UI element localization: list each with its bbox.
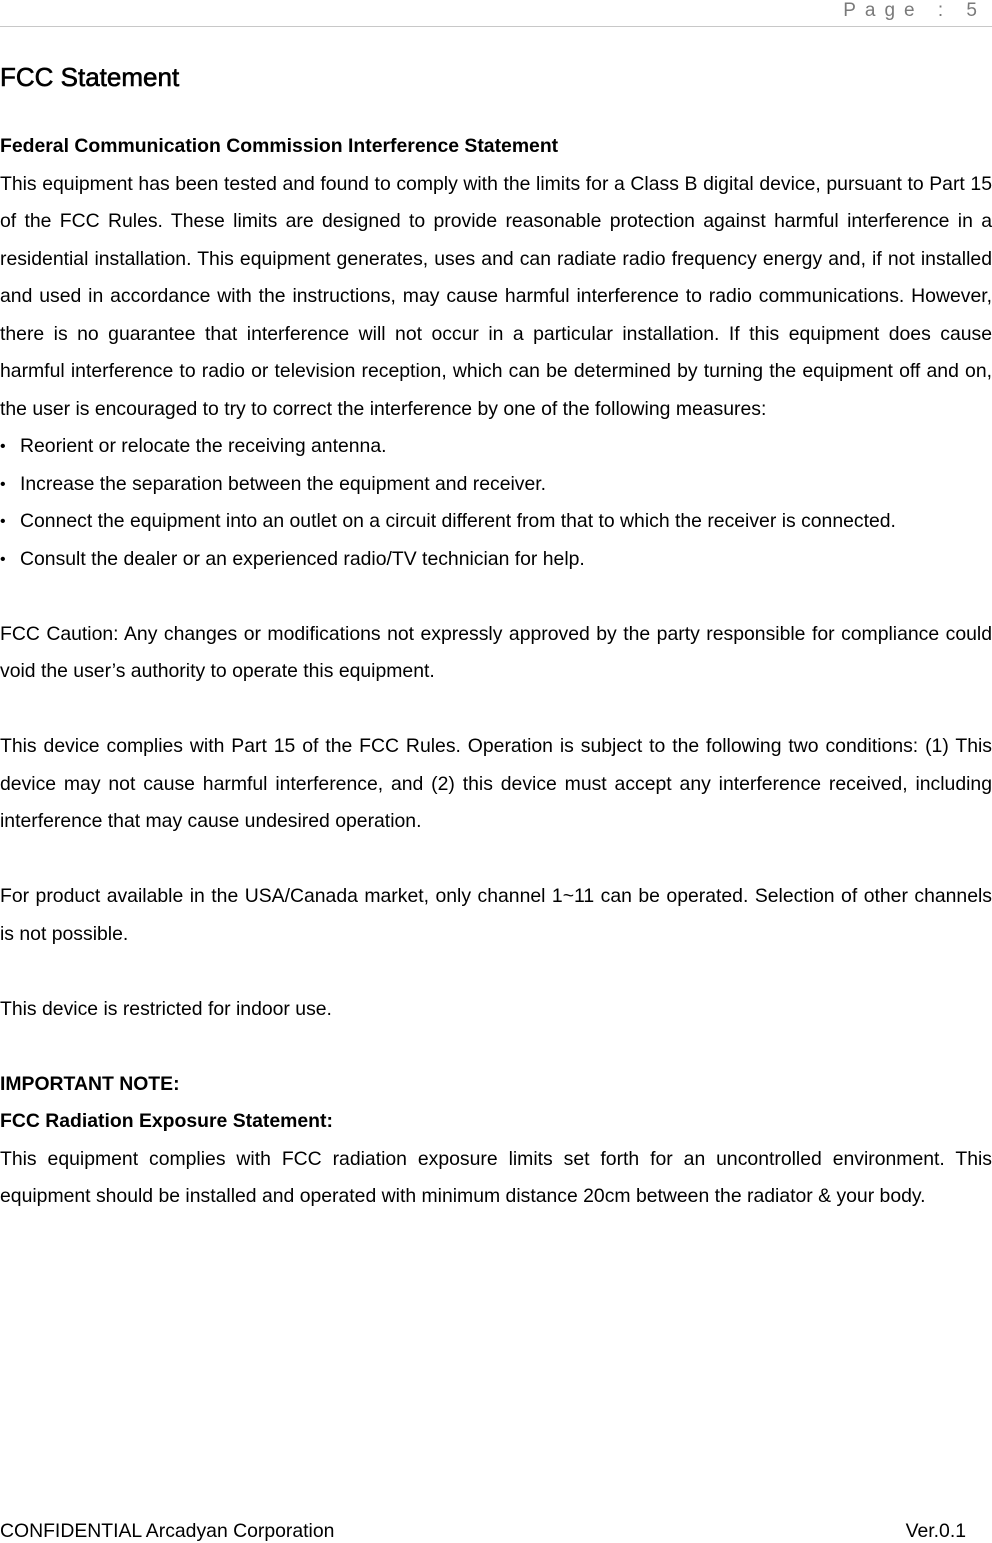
- measures-list: [0, 428, 992, 578]
- bullet-icon: •: [0, 550, 6, 568]
- page-number: Page : 5: [843, 0, 986, 21]
- compliance-paragraph: This device complies with Part 15 of the FCC Rules. Operation is subject to the following two conditions: (1) This device may not cause harmful interference, and (2) this device must accept any interference received, including interference that may cause undesired operation.: [0, 735, 992, 832]
- list-item: [0, 541, 992, 579]
- channels-paragraph: For product available in the USA/Canada market, only channel 1~11 can be operated. Selection of other channels is not possible.: [0, 885, 992, 945]
- bullet-icon: •: [0, 475, 6, 493]
- bullet-icon: •: [0, 513, 6, 530]
- caution-paragraph: FCC Caution: Any changes or modifications not expressly approved by the party responsible for compliance could void the user’s authority to operate this equipment.: [0, 622, 992, 682]
- interference-heading: Federal Communication Commission Interference Statement: [0, 135, 559, 157]
- interference-paragraph: This equipment has been tested and found to comply with the limits for a Class B digital device, pursuant to Part 15 of the FCC Rules. These limits are designed to provide reasonable protection against harmful interference in a residential installation. This equipment generates, uses and can radiate radio frequency energy and, if not installed and used in accordance with the instructions, may cause harmful interference to radio communications. However, there is no guarantee that interference will not occur in a particular installation. If this equipment does cause harmful interference to radio or television reception, which can be determined by turning the equipment off and on, the user is encouraged to try to correct the interference by one of the following measures:: [0, 172, 992, 420]
- measure-text: Consult the dealer or an experienced radio/TV technician for help.: [20, 547, 585, 570]
- spacer: [0, 841, 992, 879]
- spacer: [0, 953, 992, 991]
- page-title: FCC Statement: [0, 62, 180, 92]
- measure-text: Increase the separation between the equipment and receiver.: [20, 472, 547, 495]
- footer-version: Ver.0.1: [905, 1520, 966, 1542]
- indoor-paragraph: This device is restricted for indoor use.: [0, 997, 332, 1020]
- measure-text: Connect the equipment into an outlet on a circuit different from that to which the receiver is connected.: [20, 510, 896, 532]
- important-note-heading: IMPORTANT NOTE:: [0, 1072, 180, 1095]
- header-divider: [0, 26, 992, 27]
- bullet-icon: •: [0, 438, 6, 455]
- spacer: [0, 578, 992, 616]
- radiation-paragraph: This equipment complies with FCC radiation exposure limits set forth for an uncontrolled environment. This equipment should be installed and operated with minimum distance 20cm between the radiator & your body.: [0, 1147, 992, 1207]
- list-item: [0, 466, 992, 504]
- spacer: [0, 691, 992, 729]
- document-body: [0, 128, 992, 1216]
- measure-text: Reorient or relocate the receiving antenna.: [20, 435, 387, 457]
- footer-company: CONFIDENTIAL Arcadyan Corporation: [0, 1520, 335, 1542]
- list-item: [0, 503, 992, 541]
- spacer: [0, 1028, 992, 1066]
- list-item: [0, 428, 992, 466]
- radiation-heading: FCC Radiation Exposure Statement:: [0, 1110, 333, 1132]
